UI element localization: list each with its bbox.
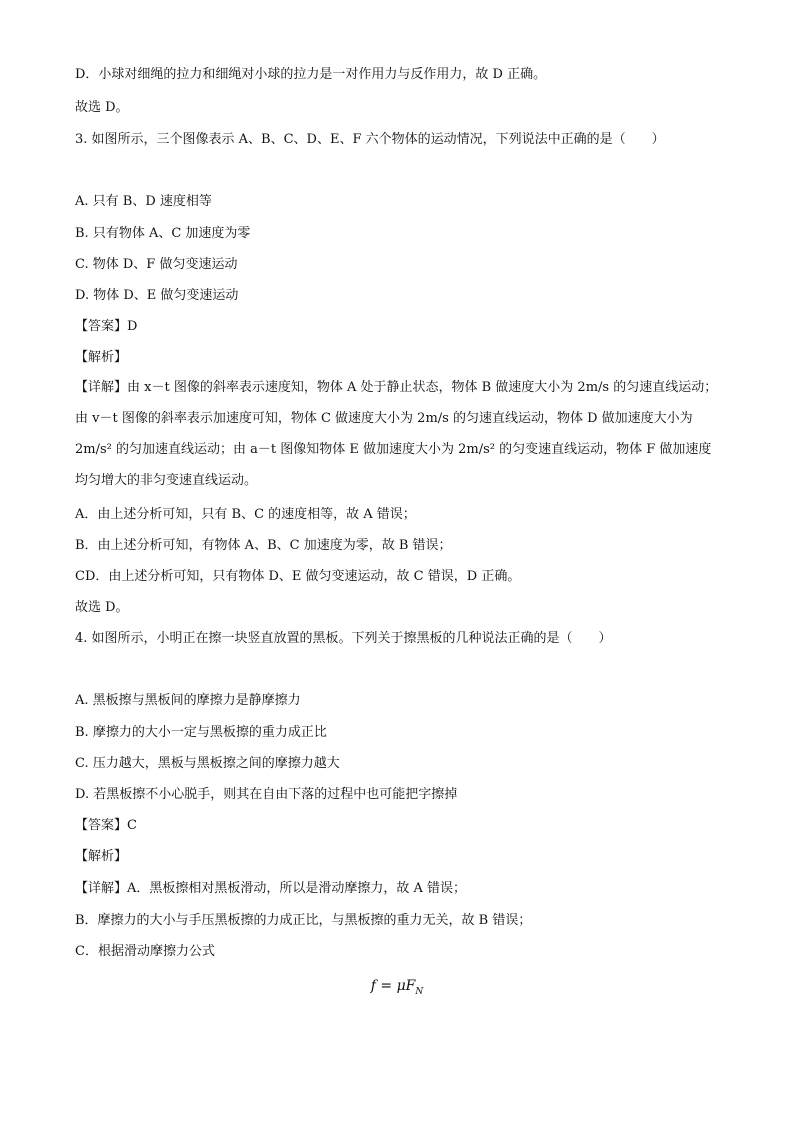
question-3-explain-cd: CD．由上述分析可知，只有物体 D、E 做匀变速运动，故 C 错误，D 正确。 (75, 569, 521, 584)
question-4-explain-a: 【详解】A．黑板擦相对黑板滑动，所以是滑动摩擦力，故 A 错误； (75, 881, 467, 896)
question-3-selection: 故选 D。 (75, 600, 129, 615)
question-4-option-c: C. 压力越大，黑板与黑板擦之间的摩擦力越大 (75, 756, 340, 771)
question-3-option-c: C. 物体 D、F 做匀变速运动 (75, 257, 238, 272)
question-3-detail: 【详解】由 x－t 图像的斜率表示速度知，物体 A 处于静止状态，物体 B 做速度大小为 2m/s 的匀速直线运动；由 v－t 图像的斜率表示加速度可知，物体 C 做速度大小为 2m/s 的匀速直线运动，物体 D 做加速度大小为 2m/s² 的匀加速直线运动；由 a－t 图像知物体 E 做加速度大小为 2m/s² 的匀变速直线运动，物体 F 做加速度均匀增大的非匀变速直线运动。 (75, 380, 718, 488)
question-4-option-a: A. 黑板擦与黑板间的摩擦力是静摩擦力 (75, 693, 301, 708)
question-3-option-b: B. 只有物体 A、C 加速度为零 (75, 226, 251, 241)
formula-subscript: N (415, 986, 424, 997)
formula-main: f = μF (370, 978, 416, 994)
question-4-answer: 【答案】C (75, 818, 137, 833)
question-4-analysis-heading: 【解析】 (75, 849, 128, 864)
question-4-stem: 4. 如图所示，小明正在擦一块竖直放置的黑板。下列关于擦黑板的几种说法正确的是（ ） (75, 631, 612, 646)
question-4-option-d: D. 若黑板擦不小心脱手，则其在自由下落的过程中也可能把字擦掉 (75, 787, 458, 802)
question-4-option-b: B. 摩擦力的大小一定与黑板擦的重力成正比 (75, 725, 327, 740)
question-3-answer: 【答案】D (75, 319, 138, 334)
question-3-stem: 3. 如图所示，三个图像表示 A、B、C、D、E、F 六个物体的运动情况，下列说法中正确的是（ ） (75, 132, 665, 147)
question-3-explain-a: A．由上述分析可知，只有 B、C 的速度相等，故 A 错误； (75, 507, 416, 522)
question-3-option-d: D. 物体 D、E 做匀变速运动 (75, 288, 239, 303)
question-4-explain-c: C．根据滑动摩擦力公式 (75, 944, 215, 959)
explanation-line-d: D．小球对细绳的拉力和细绳对小球的拉力是一对作用力与反作用力，故 D 正确。 (75, 67, 547, 82)
question-3-option-a: A. 只有 B、D 速度相等 (75, 194, 212, 209)
question-3-analysis-heading: 【解析】 (75, 350, 128, 365)
selection-line: 故选 D。 (75, 100, 129, 115)
friction-formula (0, 976, 794, 1002)
question-3-explain-b: B．由上述分析可知，有物体 A、B、C 加速度为零，故 B 错误； (75, 538, 452, 553)
question-4-explain-b: B．摩擦力的大小与手压黑板擦的力成正比，与黑板擦的重力无关，故 B 错误； (75, 913, 532, 928)
